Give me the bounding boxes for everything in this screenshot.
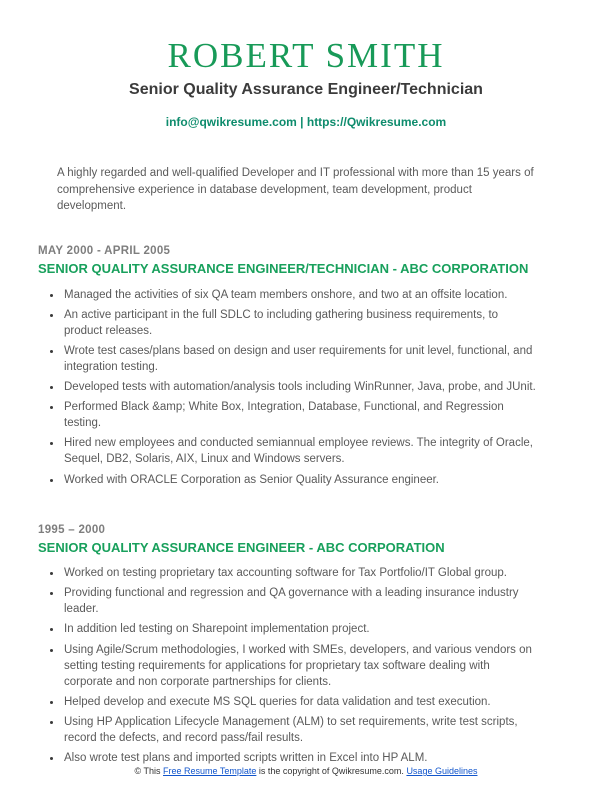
- footer-text-prefix: © This: [134, 766, 163, 776]
- bullet-list: [38, 287, 539, 488]
- bullet-item: • Performed Black &amp; White Box, Integration, Database, Functional, and Regression testing.: [62, 399, 539, 431]
- section-date: 1995 – 2000: [38, 523, 106, 536]
- bullet-item: • An active participant in the full SDLC to including gathering business requirements, to product releases.: [62, 307, 539, 339]
- bullet-item: • Hired new employees and conducted semiannual employee reviews. The integrity of Oracle, Sequel, DB2, Solaris, AIX, Linux and Windows servers.: [62, 435, 539, 467]
- contact-url-link[interactable]: https://Qwikresume.com: [306, 115, 447, 129]
- free-resume-template-link[interactable]: Free Resume Template: [163, 766, 257, 776]
- bullet-item: • Developed tests with automation/analysis tools including WinRunner, Java, probe, and JUnit.: [62, 379, 539, 395]
- bullet-item: • Wrote test cases/plans based on design and user requirements for unit level, functional, and integration testing.: [62, 343, 539, 375]
- bullet-item: • In addition led testing on Sharepoint implementation project.: [62, 621, 539, 637]
- bullet-item: • Providing functional and regression and QA governance with a leading insurance industry leader.: [62, 585, 539, 617]
- bullet-item: • Also wrote test plans and imported scripts written in Excel into HP ALM.: [62, 750, 539, 766]
- experience-section-2: [38, 524, 567, 767]
- bullet-item: • Helped develop and execute MS SQL queries for data validation and test execution.: [62, 694, 539, 710]
- bullet-item: • Worked on testing proprietary tax accounting software for Tax Portfolio/IT Global group.: [62, 565, 539, 581]
- bullet-item: • Using HP Application Lifecycle Management (ALM) to set requirements, write test scripts, record the defects, and record pass/fail results.: [62, 714, 539, 746]
- contact-line: [0, 115, 612, 129]
- experience-section-1: [38, 245, 567, 488]
- summary-paragraph: A highly regarded and well-qualified Developer and IT professional with more than 15 years of comprehensive experience in database development, team development, product development.: [57, 167, 534, 213]
- section-title: SENIOR QUALITY ASSURANCE ENGINEER - ABC CORPORATION: [38, 539, 445, 555]
- resume-header: [0, 0, 612, 129]
- section-title: SENIOR QUALITY ASSURANCE ENGINEER/TECHNICIAN - ABC CORPORATION: [38, 261, 529, 277]
- contact-separator: |: [296, 115, 307, 129]
- contact-email-link[interactable]: info@qwikresume.com: [165, 115, 297, 129]
- bullet-item: • Using Agile/Scrum methodologies, I worked with SMEs, developers, and various vendors on setting testing requirements for applications for proprietary tax software dealing with corporate and non corporate partnerships for clients.: [62, 642, 539, 690]
- page-footer: [0, 766, 612, 776]
- usage-guidelines-link[interactable]: Usage Guidelines: [406, 766, 478, 776]
- bullet-item: • Worked with ORACLE Corporation as Senior Quality Assurance engineer.: [62, 472, 539, 488]
- bullet-item: • Managed the activities of six QA team members onshore, and two at an offsite location.: [62, 287, 539, 303]
- resume-job-title: Senior Quality Assurance Engineer/Technician: [129, 81, 483, 98]
- footer-text-middle: is the copyright of Qwikresume.com.: [256, 766, 407, 776]
- resume-name: ROBERT SMITH: [167, 36, 445, 75]
- section-date: MAY 2000 - APRIL 2005: [38, 245, 171, 258]
- bullet-list: [38, 565, 539, 766]
